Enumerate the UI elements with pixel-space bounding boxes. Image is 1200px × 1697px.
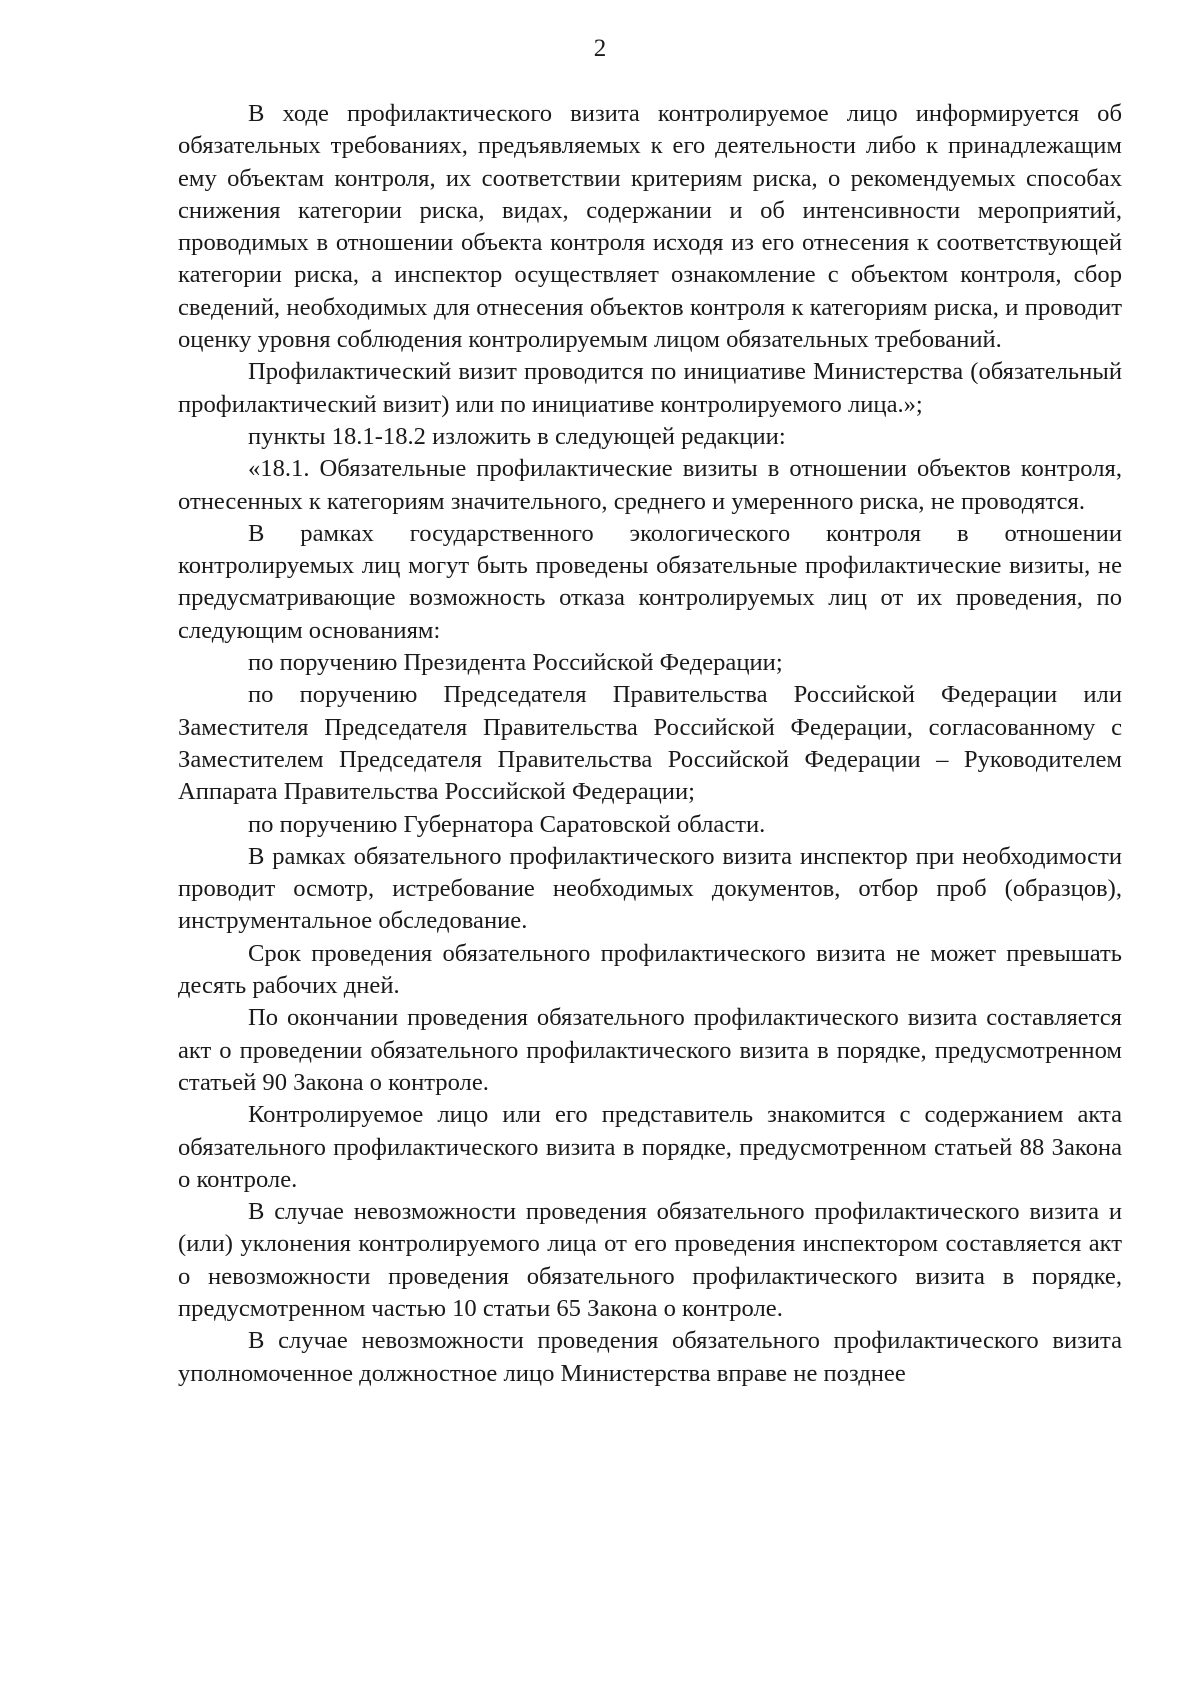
paragraph: В случае невозможности проведения обязательного профилактического визита и (или) уклонения контролируемого лица от его проведения инспектором составляется акт о невозможности проведения обязательного профилактического визита в порядке, предусмотренном частью 10 статьи 65 Закона о контроле.	[178, 1198, 1122, 1322]
paragraph: Срок проведения обязательного профилактического визита не может превышать десять рабочих дней.	[178, 939, 1122, 1000]
paragraph: Профилактический визит проводится по инициативе Министерства (обязательный профилактический визит) или по инициативе контролируемого лица.»;	[178, 358, 1122, 418]
document-body	[178, 98, 1122, 1390]
paragraph: В ходе профилактического визита контролируемое лицо информируется об обязательных требованиях, предъявляемых к его деятельности либо к принадлежащим ему объектам контроля, их соответствии критериям риска, о рекомендуемых способах снижения категории риска, видах, содержании и об интенсивности мероприятий, проводимых в отношении объекта контроля исходя из его отнесения к соответствующей категории риска, а инспектор осуществляет ознакомление с объектом контроля, сбор сведений, необходимых для отнесения объектов контроля к категориям риска, и проводит оценку уровня соблюдения контролируемым лицом обязательных требований.	[178, 100, 1122, 354]
paragraph: Контролируемое лицо или его представитель знакомится с содержанием акта обязательного профилактического визита в порядке, предусмотренном статьей 88 Закона о контроле.	[178, 1101, 1122, 1193]
paragraph: По окончании проведения обязательного профилактического визита составляется акт о проведении обязательного профилактического визита в порядке, предусмотренном статьей 90 Закона о контроле.	[178, 1004, 1122, 1096]
paragraph: В рамках обязательного профилактического визита инспектор при необходимости проводит осмотр, истребование необходимых документов, отбор проб (образцов), инструментальное обследование.	[178, 842, 1122, 935]
paragraph: В случае невозможности проведения обязательного профилактического визита уполномоченное должностное лицо Министерства вправе не позднее	[178, 1327, 1122, 1387]
paragraph: пункты 18.1-18.2 изложить в следующей редакции:	[248, 422, 786, 450]
page-number: 2	[593, 35, 607, 62]
paragraph: В рамках государственного экологического контроля в отношении контролируемых лиц могут быть проведены обязательные профилактические визиты, не предусматривающие возможность отказа контролируемых лиц от их проведения, по следующим основаниям:	[178, 519, 1122, 644]
paragraph: по поручению Губернатора Саратовской области.	[248, 810, 766, 838]
paragraph: «18.1. Обязательные профилактические визиты в отношении объектов контроля, отнесенных к категориям значительного, среднего и умеренного риска, не проводятся.	[178, 455, 1122, 515]
paragraph: по поручению Председателя Правительства Российской Федерации или Заместителя Председателя Правительства Российской Федерации, согласованному с Заместителем Председателя Правительства Российской Федерации – Руководителем Аппарата Правительства Российской Федерации;	[178, 681, 1122, 806]
paragraph: по поручению Президента Российской Федерации;	[248, 649, 783, 677]
